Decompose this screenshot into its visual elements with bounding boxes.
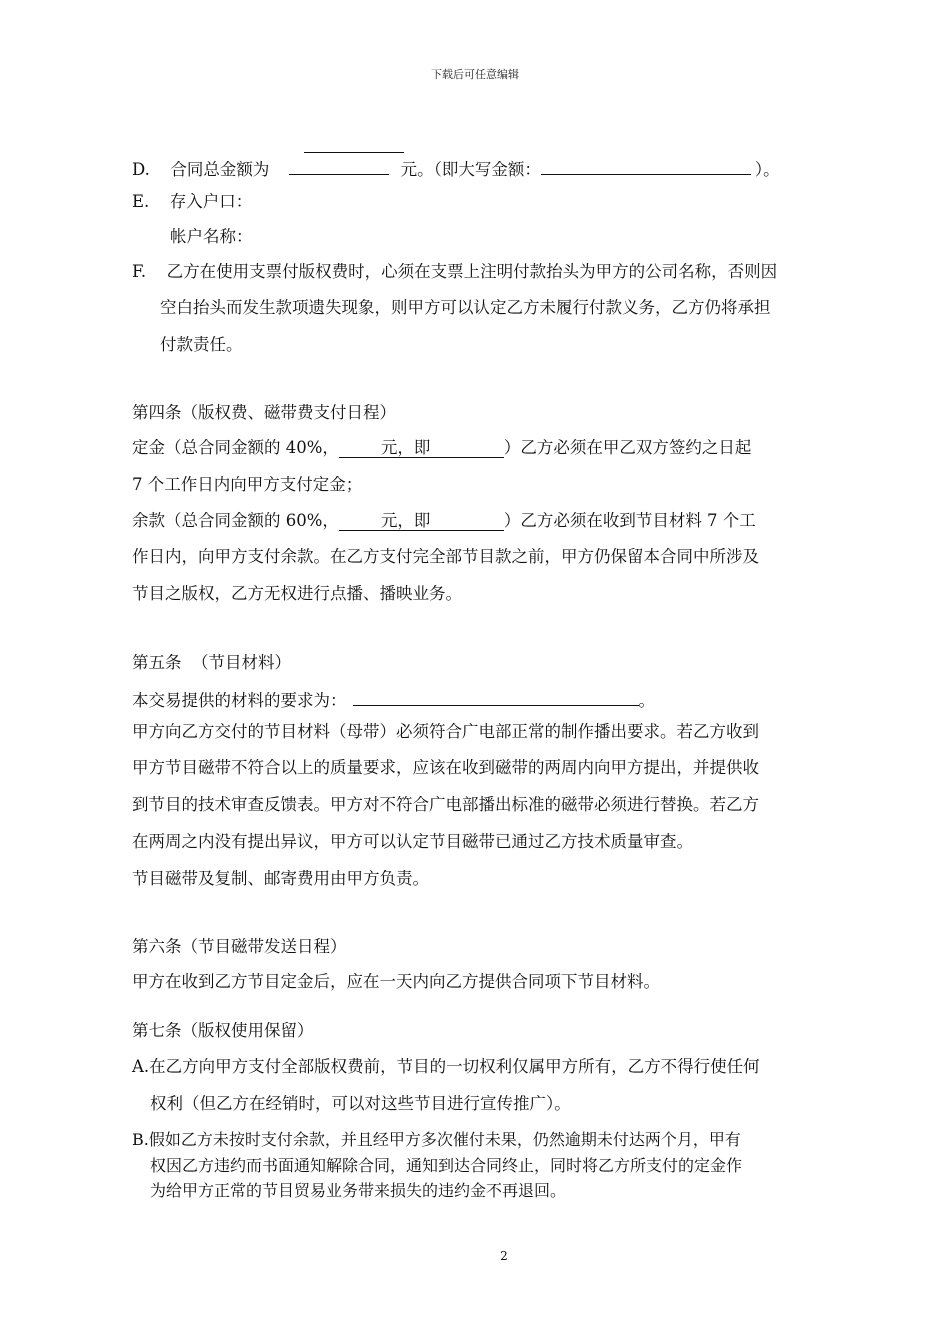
article-7-a2: 权利（但乙方在经销时，可以对这些节目进行宣传推广）。 xyxy=(150,1094,571,1113)
account-line xyxy=(132,192,252,212)
page-header: 下载后可任意编辑 xyxy=(431,68,519,81)
total-amount-line xyxy=(132,157,780,180)
amount-caps-blank[interactable] xyxy=(541,157,751,175)
article-6-title: 第六条（节目磁带发送日程） xyxy=(132,937,347,956)
article-7-a1: A.在乙方向甲方支付全部版权费前，节目的一切权利仅属甲方所有，乙方不得行使任何 xyxy=(132,1057,760,1076)
article-4-title: 第四条（版权费、磁带费支付日程） xyxy=(132,403,396,422)
item-f-text2: 空白抬头而发生款项遗失现象，则甲方可以认定乙方未履行付款义务，乙方仍将承担 xyxy=(160,298,771,317)
article-5-p1: 甲方向乙方交付的节目材料（母带）必须符合广电部正常的制作播出要求。若乙方收到 xyxy=(132,722,759,741)
deposit-line2: 7 个工作日内向甲方支付定金； xyxy=(132,475,363,494)
page-number: 2 xyxy=(500,1249,508,1263)
deposit-terms: ）乙方必须在甲乙双方签约之日起 xyxy=(503,438,752,457)
total-amount-label: 合同总金额为 xyxy=(170,160,270,179)
balance-line2: 作日内，向甲方支付余款。在乙方支付完全部节目款之前，甲方仍保留本合同中所涉及 xyxy=(132,547,759,566)
item-d-prefix: D. xyxy=(132,160,150,179)
item-f-prefix: F. xyxy=(132,262,147,281)
amount-end: ）。 xyxy=(754,160,780,179)
article-5-p4: 在两周之内没有提出异议，甲方可以认定节目磁带已通过乙方技术质量审查。 xyxy=(132,832,693,851)
balance-blank[interactable]: 元，即 xyxy=(338,511,504,530)
material-requirement-blank[interactable] xyxy=(353,688,639,706)
material-requirement-label: 本交易提供的材料的要求为： xyxy=(132,691,347,710)
amount-caps-label: 元。（即大写金额： xyxy=(400,160,541,179)
article-5-p2: 甲方节目磁带不符合以上的质量要求，应该在收到磁带的两周内向甲方提出，并提供收 xyxy=(132,758,759,777)
amount-blank[interactable] xyxy=(289,157,389,175)
balance-label: 余款（总合同金额的 60%， xyxy=(132,511,339,530)
balance-line3: 节目之版权，乙方无权进行点播、播映业务。 xyxy=(132,584,462,603)
article-7-b3: 为给甲方正常的节目贸易业务带来损失的违约金不再退回。 xyxy=(150,1181,567,1200)
item-f-line1 xyxy=(132,262,777,282)
deposit-blank[interactable]: 元，即 xyxy=(338,438,504,457)
article-6-p1: 甲方在收到乙方节目定金后，应在一天内向乙方提供合同项下节目材料。 xyxy=(132,972,660,991)
item-f-text1: 乙方在使用支票付版权费时，心须在支票上注明付款抬头为甲方的公司名称，否则因 xyxy=(166,262,778,281)
item-f-line2 xyxy=(160,298,771,318)
balance-line xyxy=(132,511,756,531)
article-5-title: 第五条 （节目材料） xyxy=(132,653,291,672)
article-7-b2: 权因乙方违约而书面通知解除合同，通知到达合同终止，同时将乙方所支付的定金作 xyxy=(150,1156,743,1175)
deposit-line xyxy=(132,438,751,458)
article-5-p5: 节目磁带及复制、邮寄费用由甲方负责。 xyxy=(132,869,429,888)
item-f-line3 xyxy=(160,335,243,355)
account-name-line xyxy=(170,227,253,247)
article-5-p3: 到节目的技术审查反馈表。甲方对不符合广电部播出标准的磁带必须进行替换。若乙方 xyxy=(132,795,759,814)
material-requirement-end: 。 xyxy=(638,691,655,710)
account-name-label: 帐户名称： xyxy=(170,227,253,246)
deposit-label: 定金（总合同金额的 40%， xyxy=(132,438,339,457)
balance-terms: ）乙方必须在收到节目材料 7 个工 xyxy=(503,511,756,530)
item-e-prefix: E. xyxy=(132,192,150,211)
account-label: 存入户口： xyxy=(169,192,253,211)
article-7-title: 第七条（版权使用保留） xyxy=(132,1021,314,1040)
material-requirement-line xyxy=(132,688,655,711)
item-f-text3: 付款责任。 xyxy=(160,335,243,354)
underline-top xyxy=(304,152,404,153)
article-7-b1: B.假如乙方未按时支付余款，并且经甲方多次催付未果，仍然逾期未付达两个月，甲有 xyxy=(132,1130,741,1149)
